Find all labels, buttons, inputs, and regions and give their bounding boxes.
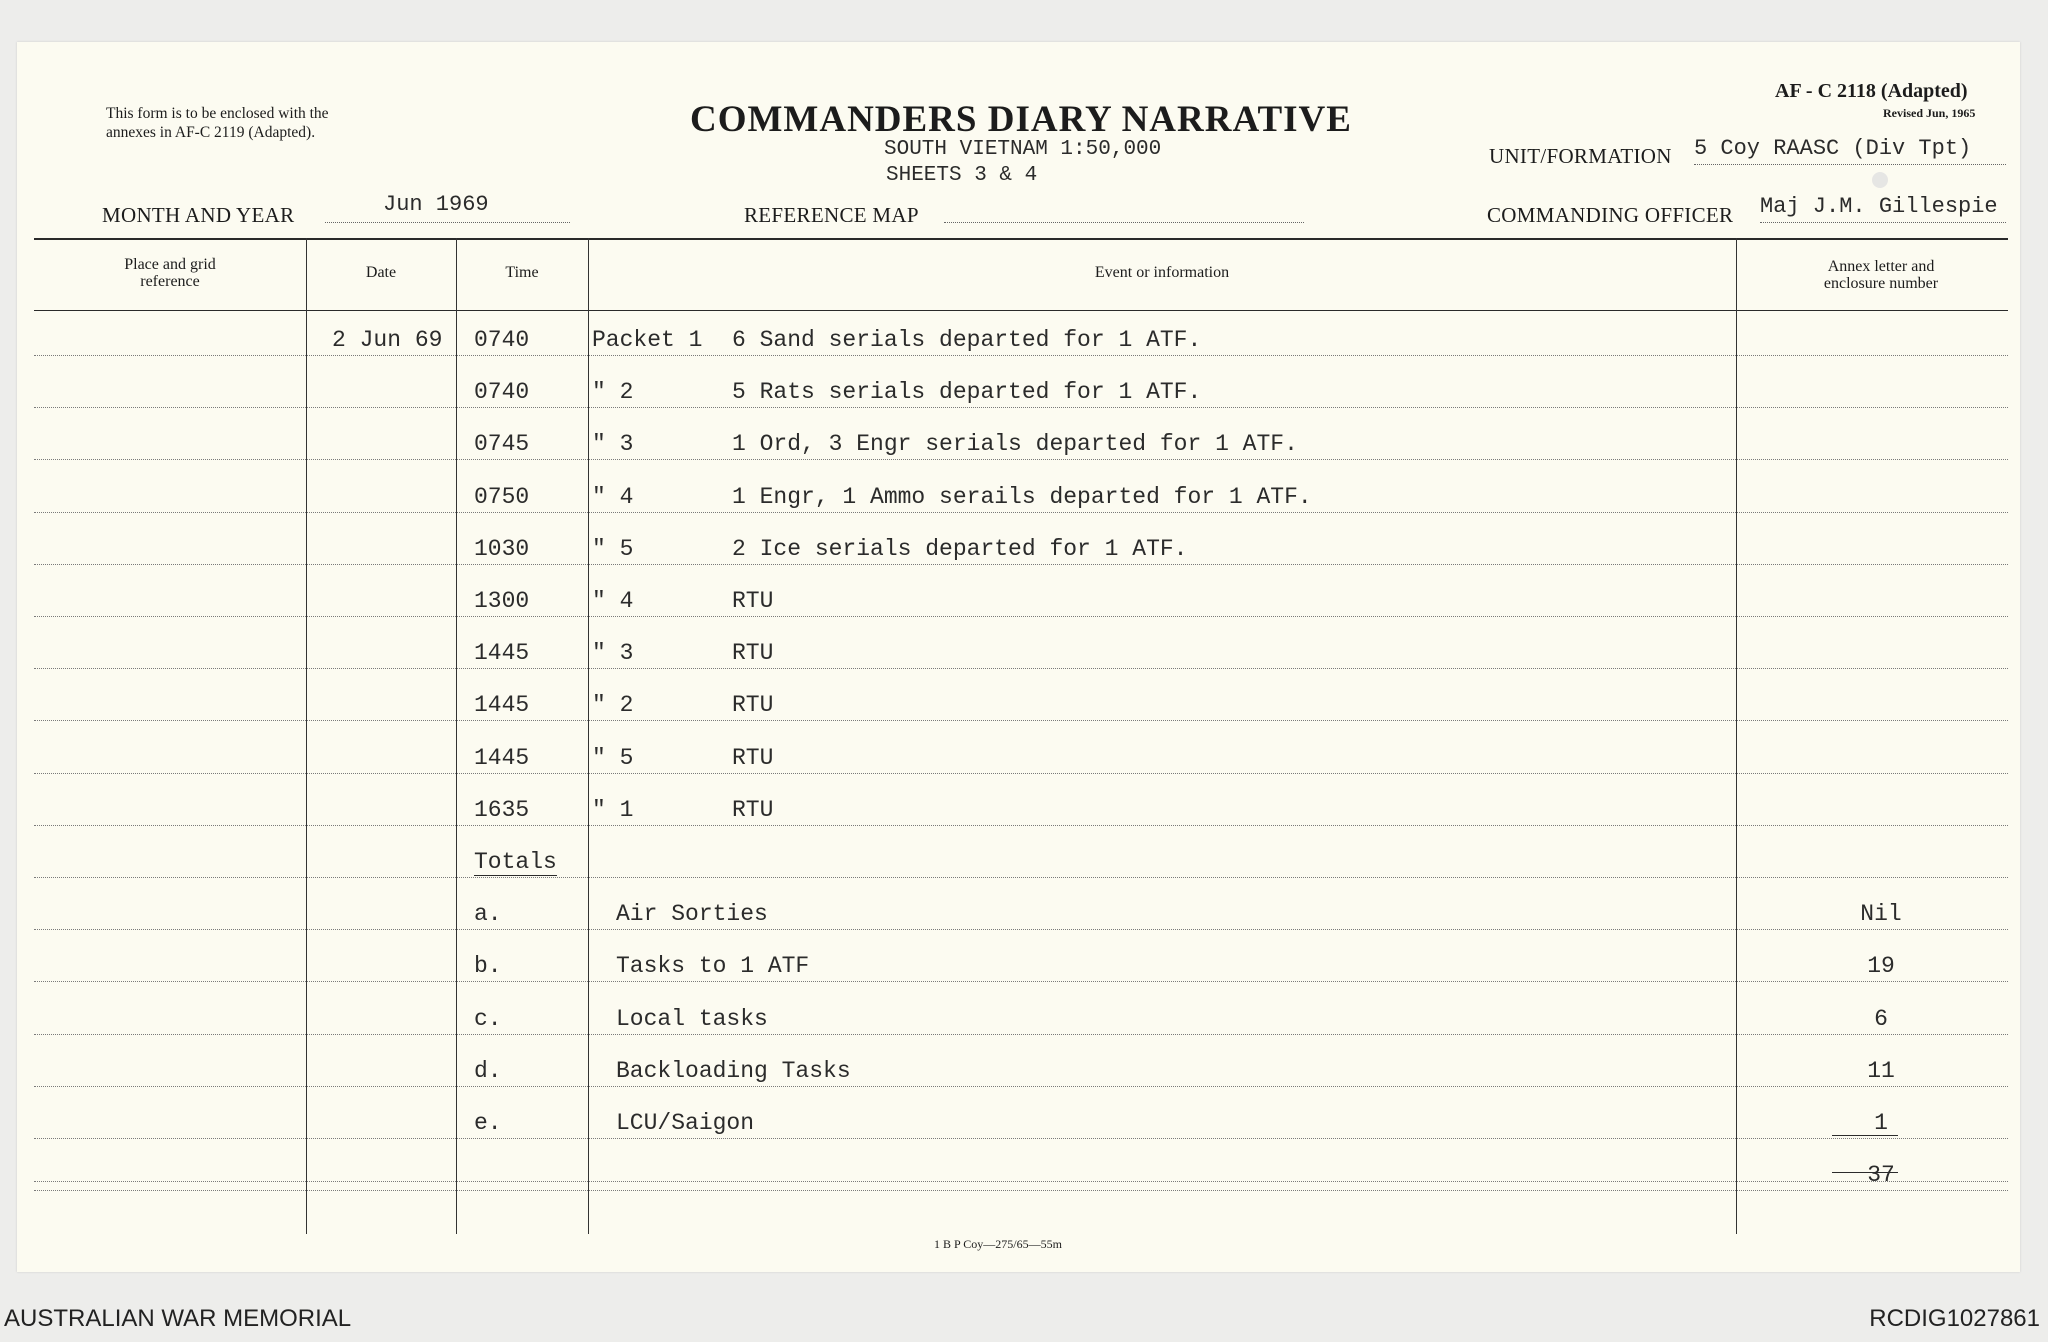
time-column-divider	[456, 238, 457, 1234]
row-time: e.	[474, 1110, 502, 1136]
row-time: 0740	[474, 327, 530, 353]
archive-credit: AUSTRALIAN WAR MEMORIAL	[4, 1305, 352, 1332]
month-year-value: Jun 1969	[383, 192, 489, 217]
enclosure-note-line-2: annexes in AF-C 2119 (Adapted).	[106, 124, 316, 141]
row-event: RTU	[732, 640, 774, 666]
column-header-annex	[1736, 258, 2026, 292]
row-packet: " 4	[592, 588, 634, 614]
column-header-date: Date	[365, 264, 397, 281]
row-packet: " 3	[592, 640, 634, 666]
row-rule	[34, 1034, 2008, 1035]
form-number: AF - C 2118 (Adapted)	[1775, 80, 1968, 102]
row-packet: " 5	[592, 745, 634, 771]
row-event: Tasks to 1 ATF	[616, 953, 810, 979]
row-packet: " 1	[592, 797, 634, 823]
table-header-rule	[34, 310, 2008, 311]
row-rule	[34, 877, 2008, 878]
row-rule	[34, 512, 2008, 513]
row-time: d.	[474, 1058, 502, 1084]
revised-date: Revised Jun, 1965	[1883, 106, 1976, 120]
row-packet: " 4	[592, 484, 634, 510]
event-column-divider	[588, 238, 589, 1234]
row-event: Local tasks	[616, 1006, 768, 1032]
row-annex: 19	[1867, 953, 1895, 979]
row-event: RTU	[732, 692, 774, 718]
row-time: 0740	[474, 379, 530, 405]
row-time: 1635	[474, 797, 530, 823]
commanding-officer-label: COMMANDING OFFICER	[1487, 203, 1734, 227]
row-packet: " 5	[592, 536, 634, 562]
row-event: 5 Rats serials departed for 1 ATF.	[732, 379, 1202, 405]
reference-map-label: REFERENCE MAP	[744, 203, 919, 227]
row-rule	[34, 668, 2008, 669]
month-year-label: MONTH AND YEAR	[102, 203, 295, 227]
row-packet: " 2	[592, 692, 634, 718]
row-rule	[34, 1181, 2008, 1182]
punch-hole	[1872, 172, 1888, 188]
row-rule	[34, 929, 2008, 930]
row-event: 2 Ice serials departed for 1 ATF.	[732, 536, 1188, 562]
table-top-rule	[34, 238, 2008, 240]
printer-reference: 1 B P Coy—275/65—55m	[934, 1237, 1062, 1251]
row-time: 0745	[474, 431, 530, 457]
reference-map-value-line-2: SHEETS 3 & 4	[886, 164, 1038, 187]
row-rule	[34, 981, 2008, 982]
row-rule	[34, 459, 2008, 460]
row-time: 1445	[474, 640, 530, 666]
row-rule	[34, 1086, 2008, 1087]
column-header-time: Time	[505, 264, 539, 281]
row-packet: " 3	[592, 431, 634, 457]
row-event: 1 Engr, 1 Ammo serails departed for 1 ATF.	[732, 484, 1312, 510]
row-annex: 6	[1874, 1006, 1888, 1032]
row-event: 1 Ord, 3 Engr serials departed for 1 ATF.	[732, 431, 1298, 457]
row-time: b.	[474, 953, 502, 979]
row-time: 1030	[474, 536, 530, 562]
commanding-officer-dotted-line	[1760, 222, 2006, 223]
row-rule	[34, 1138, 2008, 1139]
enclosure-note	[106, 104, 329, 142]
form-title: COMMANDERS DIARY NARRATIVE	[690, 99, 1352, 140]
date-column-divider	[306, 238, 307, 1234]
row-time: c.	[474, 1006, 502, 1032]
row-annex: 11	[1867, 1058, 1895, 1084]
row-rule	[34, 825, 2008, 826]
unit-formation-label: UNIT/FORMATION	[1489, 144, 1672, 168]
unit-formation-dotted-line	[1694, 164, 2006, 165]
total-rule-top	[1832, 1135, 1898, 1136]
row-event: RTU	[732, 588, 774, 614]
row-rule	[34, 616, 2008, 617]
column-header-annex-line-1: Annex letter and	[1827, 258, 1935, 275]
archive-id: RCDIG1027861	[1869, 1305, 2040, 1332]
column-header-event: Event or information	[1094, 264, 1230, 281]
row-packet: " 2	[592, 379, 634, 405]
row-event: Air Sorties	[616, 901, 768, 927]
row-time: 1445	[474, 745, 530, 771]
annex-column-divider	[1736, 238, 1737, 1234]
column-header-annex-line-2: enclosure number	[1823, 275, 1939, 292]
total-rule-bottom	[1832, 1172, 1898, 1173]
row-time: 1445	[474, 692, 530, 718]
enclosure-note-line-1: This form is to be enclosed with the	[106, 105, 329, 122]
row-event: RTU	[732, 745, 774, 771]
row-rule	[34, 720, 2008, 721]
reference-map-dotted-line	[944, 222, 1304, 223]
unit-formation-value: 5 Coy RAASC (Div Tpt)	[1694, 136, 1972, 161]
row-time: 1300	[474, 588, 530, 614]
row-time: a.	[474, 901, 502, 927]
row-event: 6 Sand serials departed for 1 ATF.	[732, 327, 1202, 353]
row-annex: Nil	[1860, 901, 1902, 927]
column-header-place	[34, 256, 306, 290]
row-time: 0750	[474, 484, 530, 510]
row-event: LCU/Saigon	[616, 1110, 755, 1136]
row-date: 2 Jun 69	[332, 327, 443, 353]
row-rule	[34, 407, 2008, 408]
column-header-place-line-2: reference	[140, 273, 200, 290]
row-annex: 1	[1874, 1110, 1888, 1136]
row-rule	[34, 355, 2008, 356]
row-event: Backloading Tasks	[616, 1058, 851, 1084]
month-year-dotted-line	[325, 222, 570, 223]
row-annex: 37	[1867, 1162, 1895, 1188]
row-time: Totals	[474, 849, 557, 875]
row-rule	[34, 773, 2008, 774]
row-packet: Packet 1	[592, 327, 703, 353]
column-header-place-line-1: Place and grid	[124, 256, 216, 273]
commanding-officer-value: Maj J.M. Gillespie	[1760, 194, 1998, 219]
reference-map-value-line-1: SOUTH VIETNAM 1:50,000	[884, 138, 1162, 161]
row-event: RTU	[732, 797, 774, 823]
row-rule	[34, 564, 2008, 565]
row-rule	[34, 1190, 2008, 1191]
